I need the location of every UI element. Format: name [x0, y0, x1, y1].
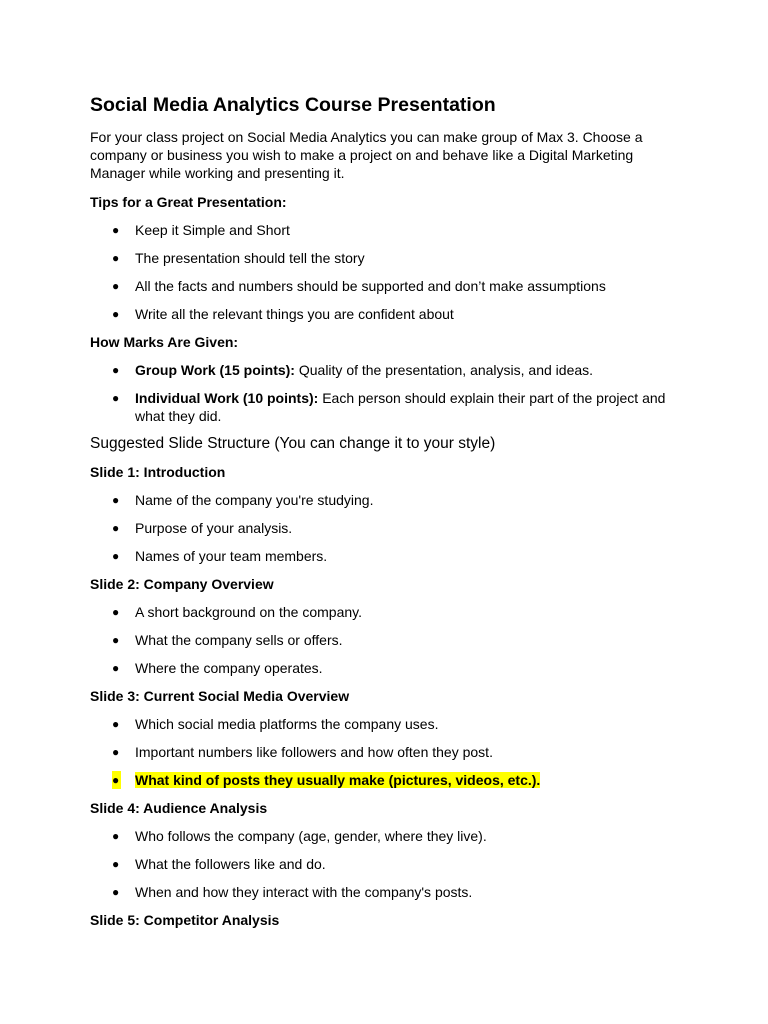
- slide-list: [90, 827, 678, 901]
- bullet-icon: ●: [112, 857, 120, 871]
- list-item: ● Who follows the company (age, gender, where they live).: [112, 828, 487, 844]
- slide-heading: Slide 1: Introduction: [90, 464, 226, 480]
- marks-heading: How Marks Are Given:: [90, 334, 239, 350]
- list-item: ● Important numbers like followers and how often they post.: [112, 744, 493, 760]
- tips-list: [90, 221, 678, 323]
- slide-list: [90, 603, 678, 677]
- bullet-icon: ●: [112, 251, 120, 265]
- slide-heading: Slide 2: Company Overview: [90, 576, 274, 592]
- list-item: ● The presentation should tell the story: [112, 250, 365, 266]
- slide-heading: Slide 3: Current Social Media Overview: [90, 688, 350, 704]
- slide-list: [90, 491, 678, 565]
- tips-heading: Tips for a Great Presentation:: [90, 194, 287, 210]
- marks-label: Group Work (15 points):: [135, 362, 295, 378]
- list-item: ● When and how they interact with the company's posts.: [112, 884, 473, 900]
- bullet-icon: ●: [112, 773, 120, 787]
- list-item: ● Purpose of your analysis.: [112, 520, 293, 536]
- bullet-icon: ●: [112, 661, 120, 675]
- highlighted-list-item: [90, 771, 678, 789]
- marks-label: Individual Work (10 points):: [135, 390, 319, 406]
- bullet-icon: ●: [112, 633, 120, 647]
- list-item: ● A short background on the company.: [112, 604, 362, 620]
- bullet-icon: ●: [112, 885, 120, 899]
- list-item: ● Write all the relevant things you are confident about: [112, 306, 454, 322]
- bullet-icon: ●: [112, 279, 120, 293]
- bullet-icon: ●: [112, 605, 120, 619]
- list-item: ● What the followers like and do.: [112, 856, 326, 872]
- list-item: ● Individual Work (10 points): Each person should explain their part of the project and what they did.: [112, 390, 666, 424]
- list-item: ● What the company sells or offers.: [112, 632, 343, 648]
- bullet-icon: ●: [112, 363, 120, 377]
- slide-heading: Slide 5: Competitor Analysis: [90, 912, 280, 928]
- bullet-icon: ●: [112, 717, 120, 731]
- bullet-icon: ●: [112, 745, 120, 759]
- bullet-icon: ●: [112, 521, 120, 535]
- structure-title: Suggested Slide Structure (You can change it to your style): [90, 435, 496, 452]
- bullet-icon: ●: [112, 493, 120, 507]
- bullet-icon: ●: [112, 307, 120, 321]
- page-title: Social Media Analytics Course Presentation: [90, 94, 496, 116]
- marks-list: [90, 361, 678, 425]
- list-item: ● Group Work (15 points): Quality of the presentation, analysis, and ideas.: [112, 362, 594, 378]
- list-item: ● Names of your team members.: [112, 548, 328, 564]
- bullet-icon: ●: [112, 549, 120, 563]
- bullet-icon: ●: [112, 391, 120, 405]
- highlighted-text: What kind of posts they usually make (pictures, videos, etc.).: [135, 772, 541, 788]
- slide-list: [90, 715, 678, 789]
- list-item: ● Which social media platforms the company uses.: [112, 716, 439, 732]
- intro-paragraph: For your class project on Social Media Analytics you can make group of Max 3. Choose a company or business you wish to make a project on and behave like a Digital Marketing Manager while working and presenting it.: [90, 129, 643, 181]
- list-item: ● Keep it Simple and Short: [112, 222, 290, 238]
- list-item: ● Name of the company you're studying.: [112, 492, 374, 508]
- list-item: ● Where the company operates.: [112, 660, 323, 676]
- bullet-icon: ●: [112, 829, 120, 843]
- list-item: ● All the facts and numbers should be supported and don’t make assumptions: [112, 278, 606, 294]
- slide-heading: Slide 4: Audience Analysis: [90, 800, 268, 816]
- bullet-icon: ●: [112, 223, 120, 237]
